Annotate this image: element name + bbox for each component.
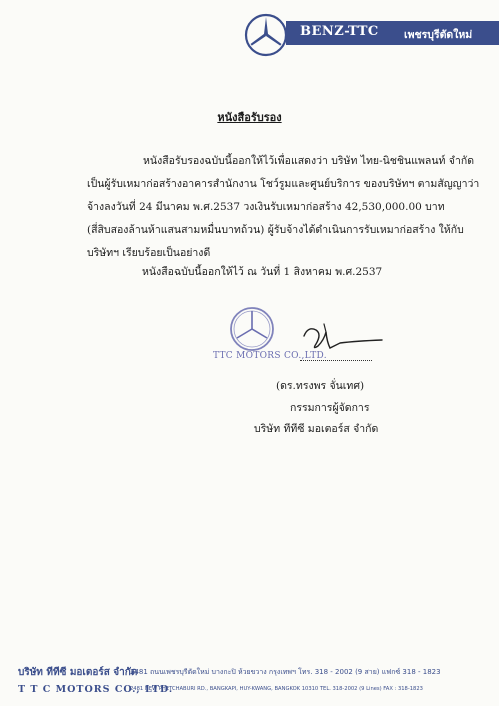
body-line: จ้างลงวันที่ 24 มีนาคม พ.ศ.2537 วงเงินรับเหมาก่อสร้าง 42,530,000.00 บาท: [87, 201, 445, 213]
document-title: หนังสือรับรอง: [217, 111, 282, 124]
stamp-company-text: TTC MOTORS CO.,LTD.: [213, 351, 327, 361]
body-line: (สี่สิบสองล้านห้าแสนสามหมื่นบาทถ้วน) ผู้รับจ้างได้ดำเนินการรับเหมาก่อสร้าง ให้กับ: [87, 224, 464, 236]
signature-dotted-line: [300, 360, 372, 361]
footer-company-thai: บริษัท ทีทีซี มอเตอร์ส จำกัด: [18, 667, 138, 678]
body-line: บริษัทฯ เรียบร้อยเป็นอย่างดี: [87, 247, 211, 259]
footer-company-english: T T C MOTORS CO., LTD.: [18, 684, 174, 695]
signatory-position: กรรมการผู้จัดการ: [290, 402, 370, 414]
brand-name: BENZ-TTC: [300, 24, 379, 39]
signatory-company: บริษัท ทีทีซี มอเตอร์ส จำกัด: [254, 423, 379, 435]
body-line: หนังสือรับรองฉบับนี้ออกให้ไว้เพื่อแสดงว่า บริษัท ไทย-นิชชินแพลนท์ จำกัด: [143, 155, 475, 167]
letterhead-banner: [286, 21, 499, 45]
certificate-body: [87, 150, 480, 265]
body-line: เป็นผู้รับเหมาก่อสร้างอาคารสำนักงาน โชว์รูมและศูนย์บริการ ของบริษัทฯ ตามสัญญาว่า: [87, 178, 480, 190]
footer-address-thai: 2481 ถนนเพชรบุรีตัดใหม่ บางกะปิ ห้วยขวาง กรุงเทพฯ โทร. 318 - 2002 (9 สาย) แฟกซ์ 318 - 1823: [130, 668, 441, 676]
footer-address-english: 2481 NEW PHETCHABURI RD., BANGKAPI, HUY-KWANG, BANGKOK 10310 TEL. 318-2002 (9 Lines) FAX : 318-1823: [130, 686, 423, 692]
signatory-name: (ดร.ทรงพร จั่นเทศ): [276, 380, 365, 392]
mercedes-star-logo-icon: [244, 13, 288, 57]
issue-date-line: หนังสือฉบับนี้ออกให้ไว้ ณ วันที่ 1 สิงหาคม พ.ศ.2537: [142, 266, 383, 278]
company-stamp-icon: [228, 305, 276, 353]
branch-name: เพชรบุรีตัดใหม่: [404, 29, 473, 41]
handwritten-signature: [296, 316, 396, 358]
